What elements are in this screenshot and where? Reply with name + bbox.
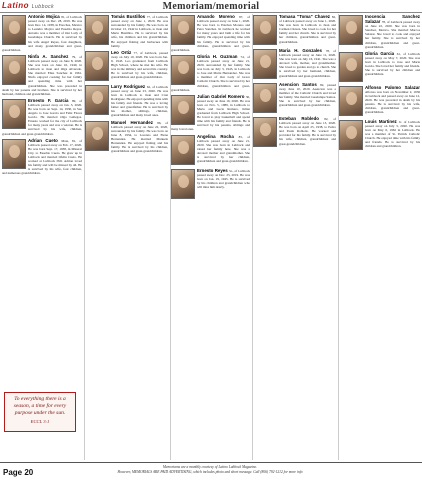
column-2 [84,14,168,460]
deceased-name: Asencion Santos [279,82,321,87]
obituary-text: 30, passed away on June 16, 2020. He was born on Nov. 5, 1989, in Lubbock to Mario and Lucia Romero. Julian graduated from Lubbock High School. He loved to play basketball and spend time with his family and friends. He is survived by his parents, siblings and many loved ones. [171,94,250,132]
deceased-name: Tomasa "Toma" Chavez [279,14,332,19]
deceased-name: Tomás Bustillos [111,14,147,19]
obituary-text: 78, of Lubbock passed away on June 11, 2020. She was born on July 16, 1941. She was a devoted wife, mother, and grandmother. She loved to garden and go to church. She is survived by her husband, children, grandchildren and great-grandchildren. [279,49,336,78]
deceased-name: Inocencia Sanchez Salazar [365,14,420,25]
obituary-text: 82, of Lubbock passed away on June 13, 2020. He was born on April 25, 1938, to Pedro and Paula Robledo. He worked and provided for his family. He is survived by his wife, children, grandchildren and great-grandchildren. [279,117,336,146]
deceased-name: Julian Gabriel Romero [197,93,246,99]
obituary-entry [171,134,250,166]
obituary-entry [171,54,250,92]
obituary-entry [253,116,336,148]
scripture-quote-text: To everything there is a season, a time for every purpose under the sun. [13,396,67,416]
obituary-entry [339,119,420,151]
obituary-text: 89, of Lubbock passed away on Jan. 3, 2020. He was born on Sept. 14, 1930, in San Angelo to Jose Garcia and Feliz Flores Garcia. He married Olga Gallegos. Ernesto worked for the city of Lubbock for many years and was a veteran. He is survived by his wife, children, grandchildren and great-grandchildren. [2,98,82,136]
obituary-entry [85,14,168,48]
obituary-photo [253,83,277,113]
obituary-photo [2,139,26,169]
obituary-entry [85,84,168,118]
obituary-photo [171,15,195,45]
deceased-name: Adrian Cueto [28,137,62,143]
obituary-entry [171,168,250,200]
deceased-name: Angelina Rocha [197,133,239,139]
page-title: Memoriam/memorial [162,1,260,12]
obituary-text: 78, of Lubbock passed away on June 22, 2020. She was born in Sanchez, Mexico. She married Marcos Salazar. She loved to cook and enjoyed her family. She is survived by her children, grandchildren and great-grandchildren. [365,20,420,49]
deceased-name: Alfonso Palomo Salazar [365,84,420,90]
obituary-photo [2,55,26,85]
obituary-photo [85,51,109,81]
logo-text: Latino [2,1,29,10]
page-footer [0,462,422,480]
deceased-name: Gloria H. Guzman [197,53,241,59]
deceased-name: Esteban Robledo [279,116,325,121]
obituary-text: 81, of Lubbock passed away on Dec. 28, 2019. He was born Dec. 14, 1938, in Enochas, Mexico to Leandro Mojica and Eusebia Reyes. Antonio was a member of Our Lady of Guadalupe Church. He is survived by his wife Angel Reyes, four daughters, and many grandchildren and great-grandchildren. [2,15,82,52]
obituary-text: 82, passed away June 10, 2020. Asencion was a member of the Catholic Church and loved her family. She married Guadalupe Santos. She is survived by her children, grandchildren and great-grandchildren. [279,83,336,108]
obituary-text: Sr., of Lubbock passed away on Dec. 25, 2019. He was born on Jan. 19, 1945. He is survived by his children and grandchildren who will miss him dearly. [197,168,250,189]
obituary-entry [2,14,82,52]
scripture-quote-box [4,392,76,432]
footer-note-line-2: However, MEMORIALS ARE PAID ADVERTISING, which includes photo and short message. Call (806) 792-1212 for more info [117,469,303,474]
obituary-entry [85,120,168,154]
obituary-text: 74, of Lubbock passed away on June 21, 2020, surrounded by her family. She was born on July 3, 1945, in Lubbock to Jose and Maria Hernandez. She was a member of Our Lady of Grace Catholic Church. She is survived by her children, grandchildren and great-grandchildren. [171,54,250,92]
obituary-entry [171,94,250,132]
column-4 [252,14,336,460]
obituary-photo [171,95,195,125]
deceased-name: Ernesto F. Garcia [28,97,72,103]
obituary-text: 85, of Lubbock passed away on June 21, 2020. She was born in Lubbock and raised her family here. She was a devoted mother and grandmother. She is survived by her children, grandchildren and great-grandchildren. [197,134,250,164]
obituary-entry [253,48,336,80]
header-divider [0,12,422,13]
obituary-entry [2,138,82,176]
obituary-photo [253,117,277,147]
obituary-entry [339,85,420,117]
obituary-entry [253,82,336,114]
column-5 [338,14,420,460]
deceased-name: Amando Moreno [197,14,240,19]
obituary-text: 79, of Lubbock passed away on June 8, 2020. She was born on June 16, 1940, in Lubbock to Juan and Olga Alvarado. She married Elias Sanchez in 1961. Ninfa enjoyed cooking for her family and spending time with her grandchildren. She was preceded in death by her parents and brothers. She is survived by her husband, children and grandchildren. [2,54,82,96]
obituary-photo [171,169,195,199]
logo-subtext: Lubbock [31,4,55,10]
obituary-photo [253,49,277,79]
obituary-text: Mata, 81, of Lubbock passed away on Feb. 17, 2020. He was born Sept. 17, 1938, in Mineral City, to Eusebio Cueto. He grew up in Lubbock and married Ofelia Cueto. He worked at Lubbock ISD. Adrian loved his family and will be missed by all. He is survived by his wife, four children, and numerous grandchildren. [2,138,82,176]
obituary-photo [85,85,109,115]
obituary-photo [339,52,363,82]
deceased-name: Gloria Garcia [365,50,397,56]
deceased-name: Antonio Mojica [28,14,62,19]
obituary-text: 62, of Lubbock passed away on June 23, 2020. He was born in Lubbock to Juan and Cruz Rodriguez. He enjoyed spending time with his family and friends. He was a loving father and grandfather. He is survived by his mother, siblings, children, grandchildren and many loved ones. [111,84,168,118]
scripture-quote-source: ECCL 3:1 [30,419,50,424]
deceased-name: Manuel Hernandez [111,119,158,125]
obituary-text: 77, of Lubbock passed away on June 1, 2020. He was surrounded by his family. He was born on October 13, 1942 in Lubbock, to Juan and Maria Bustillos. He is survived by his wife, his children and his grandchildren. He enjoyed fishing and barbecues with family. [111,15,168,48]
deceased-name: Maria H. Gonzales [279,48,326,53]
obituary-text: 61, of Lubbock passed away on May 7, 2020. She was born in Lubbock to Jose and Maria Garcia. She loved her family and friends. She is survived by her children and grandchildren. [365,51,420,77]
obituary-photo [85,15,109,45]
deceased-name: Ninfa A. Sanchez [28,53,72,59]
obituary-photo [171,55,195,85]
footer-note-line-1: Memoriams are a monthly courtesy of Latino Lubbock Magazine. [162,465,258,469]
obituary-entry [85,50,168,82]
obituary-entry [171,14,250,52]
obituary-text: 87, of Lubbock passed away on June 1, 2020. He was born to Esteban Moreno and Petra Sanchez. In Lubbock he worked for many years and built a life for his family. He enjoyed spending time with his family. He is survived by his children, grandchildren and great-grandchildren. [171,15,250,52]
obituary-text: Alfonso was born on November 2, 1936 in Lubbock and passed away on June 12, 2020. He was preceded in death by his parents. He is survived by his wife, children, grandchildren and great-grandchildren. [365,89,420,115]
obituary-photo [253,15,277,45]
obituary-photo [339,120,363,150]
obituary-photo [85,121,109,151]
deceased-name: Ernesto Reyes [197,167,230,173]
obituary-entry [253,14,336,46]
column-3 [170,14,250,460]
obituary-photo [171,135,195,165]
obituary-text: 82, of Lubbock passed away on June 1, 2020. She was born in Lubbock to Juan and Carmen Chavez. She loved to cook for her family and her church. She is survived by her children, grandchildren and great-grandchildren. [279,15,336,44]
obituary-entry [339,51,420,83]
deceased-name: Louis Martinez [365,118,399,124]
obituary-entry [339,14,420,49]
page-number: Page 20 [3,468,34,477]
page-header [0,0,422,14]
obituary-text: 77, of Lubbock, passed away on July 10, 2020. He was born Jan. 9, 1943. Leo graduated from Lubbock High School, where he met his wife. He was in the military and served his country. He is survived by his wife, children, grandchildren and great-grandchildren. [111,50,168,80]
deceased-name: Larry Rodriguez [111,83,147,89]
obituary-photo [2,15,26,45]
obituary-photo [339,86,363,116]
obituary-entry [2,54,82,96]
obituary-photo [2,99,26,129]
deceased-name: Leo Ortiz [111,49,134,55]
obituary-entry [2,98,82,136]
obituary-photo [339,15,363,45]
obituary-text: 86, of Lubbock passed away on June 22, 2020, surrounded by his family. He was born on June 8, 1934, to Lorenzo and Elena Hernandez. He married Manuela Hernandez. He enjoyed fishing and his family. He is survived by his children, grandchildren and great-grandchildren. [111,120,168,154]
obituary-text: Jr. of Lubbock passed away on July 3, 2020. He was born on May 6, 1962 in Lubbock. He was a member of St. Patrick Catholic Church. He enjoyed time with his family and friends. He is survived by his children and grandchildren. [365,119,420,149]
footer-note [60,465,360,474]
